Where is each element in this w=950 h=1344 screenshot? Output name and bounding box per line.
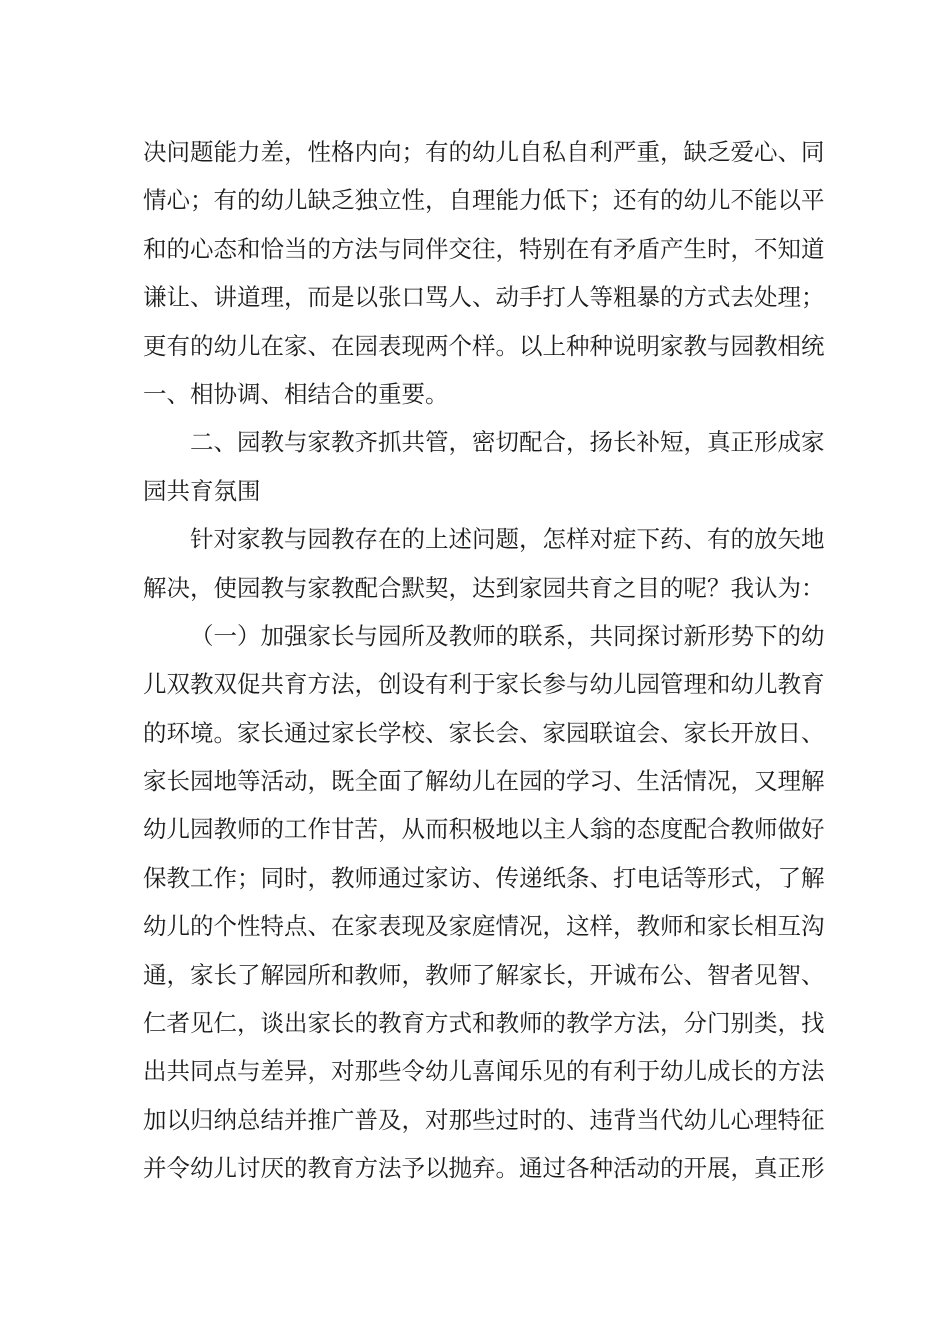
text-line: 二、园教与家教齐抓共管，密切配合，扬长补短，真正形成家 [190, 428, 825, 457]
text-line: 谦让、讲道理，而是以张口骂人、动手打人等粗暴的方式去处理； [143, 283, 825, 312]
text-line: 加以归纳总结并推广普及，对那些过时的、违背当代幼儿心理特征 [143, 1105, 825, 1134]
text-line: 的环境。家长通过家长学校、家长会、家园联谊会、家长开放日、 [143, 718, 825, 747]
text-line: 解决，使园教与家教配合默契，达到家园共育之目的呢？我认为： [143, 573, 825, 602]
body-text [143, 128, 825, 1193]
text-line: 情心；有的幼儿缺乏独立性，自理能力低下；还有的幼儿不能以平 [143, 186, 825, 215]
text-line: 仁者见仁，谈出家长的教育方式和教师的教学方法，分门别类，找 [143, 1009, 825, 1038]
text-line: 并令幼儿讨厌的教育方法予以抛弃。通过各种活动的开展，真正形 [143, 1154, 825, 1183]
text-line: 园共育氛围 [143, 476, 261, 505]
text-line: 保教工作；同时，教师通过家访、传递纸条、打电话等形式，了解 [143, 863, 825, 892]
text-line: 针对家教与园教存在的上述问题，怎样对症下药、有的放矢地 [190, 525, 825, 554]
text-line: 决问题能力差，性格内向；有的幼儿自私自利严重，缺乏爱心、同 [143, 138, 825, 166]
text-line: 家长园地等活动，既全面了解幼儿在园的学习、生活情况，又理解 [143, 767, 825, 796]
text-line: 一、相协调、相结合的重要。 [143, 379, 449, 408]
text-line: 幼儿的个性特点、在家表现及家庭情况，这样，教师和家长相互沟 [143, 912, 825, 941]
text-line: （一）加强家长与园所及教师的联系，共同探讨新形势下的幼 [190, 621, 825, 650]
text-line: 通，家长了解园所和教师，教师了解家长，开诚布公、智者见智、 [143, 960, 825, 989]
text-line: 更有的幼儿在家、在园表现两个样。以上种种说明家教与园教相统 [143, 331, 825, 360]
text-line: 儿双教双促共育方法，创设有利于家长参与幼儿园管理和幼儿教育 [143, 670, 825, 699]
text-line: 出共同点与差异，对那些令幼儿喜闻乐见的有利于幼儿成长的方法 [143, 1057, 825, 1086]
text-line: 和的心态和恰当的方法与同伴交往，特别在有矛盾产生时，不知道 [143, 234, 825, 263]
text-line: 幼儿园教师的工作甘苦，从而积极地以主人翁的态度配合教师做好 [143, 815, 825, 844]
